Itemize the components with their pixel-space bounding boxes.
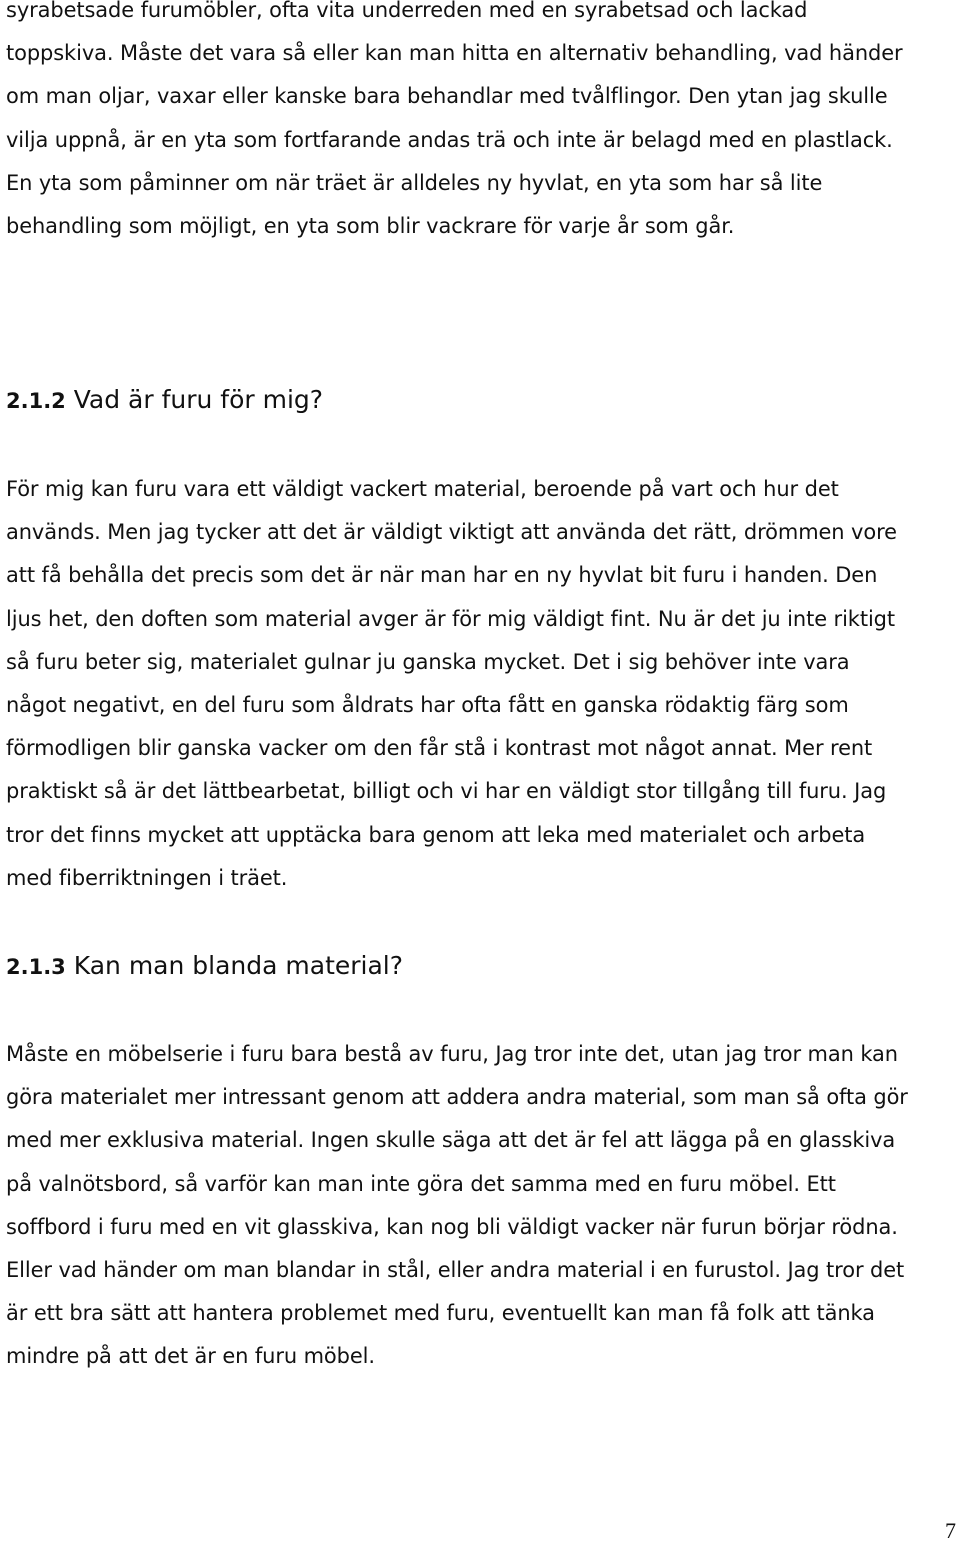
text-line: toppskiva. Måste det vara så eller kan man hitta en alternativ behandling, vad händer <box>6 41 903 66</box>
text-line: soffbord i furu med en vit glasskiva, kan nog bli väldigt vacker när furun börjar rödna. <box>6 1214 898 1239</box>
section-heading-2-1-3 <box>6 950 403 983</box>
section-title: Vad är furu för mig? <box>73 385 324 414</box>
text-line: med mer exklusiva material. Ingen skulle säga att det är fel att lägga på en glasskiva <box>6 1128 896 1153</box>
text-line: För mig kan furu vara ett väldigt vackert material, beroende på vart och hur det <box>6 477 839 501</box>
paragraph-blanda-material <box>6 1033 960 1379</box>
text-line: på valnötsbord, så varför kan man inte göra det samma med en furu möbel. Ett <box>6 1171 836 1196</box>
text-line: förmodligen blir ganska vacker om den får stå i kontrast mot något annat. Mer rent <box>6 736 873 761</box>
paragraph-intro <box>6 0 960 248</box>
section-number: 2.1.2 <box>6 389 66 413</box>
section-title: Kan man blanda material? <box>73 951 404 980</box>
text-line: Eller vad händer om man blandar in stål, eller andra material i en furustol. Jag tror det <box>6 1257 905 1282</box>
page-number: 7 <box>945 1518 956 1543</box>
text-line: om man oljar, vaxar eller kanske bara behandlar med tvålflingor. Den ytan jag skulle <box>6 84 888 109</box>
text-line: mindre på att det är en furu möbel. <box>6 1344 375 1369</box>
section-heading-2-1-2 <box>6 384 323 417</box>
text-line: med fiberriktningen i träet. <box>6 865 288 890</box>
text-line: göra materialet mer intressant genom att addera andra material, som man så ofta gör <box>6 1085 908 1110</box>
text-line: används. Men jag tycker att det är väldigt viktigt att använda det rätt, drömmen vore <box>6 520 897 545</box>
text-line: syrabetsade furumöbler, ofta vita underreden med en syrabetsad och lackad <box>6 0 808 22</box>
text-line: praktiskt så är det lättbearbetat, billigt och vi har en väldigt stor tillgång till furu. Jag <box>6 779 887 804</box>
text-line: att få behålla det precis som det är när man har en ny hyvlat bit furu i handen. Den <box>6 563 878 588</box>
text-line: är ett bra sätt att hantera problemet med furu, eventuellt kan man få folk att tänka <box>6 1301 875 1326</box>
text-line: behandling som möjligt, en yta som blir vackrare för varje år som går. <box>6 213 735 238</box>
text-line: så furu beter sig, materialet gulnar ju ganska mycket. Det i sig behöver inte vara <box>6 649 850 674</box>
text-line: tror det finns mycket att upptäcka bara genom att leka med materialet och arbeta <box>6 822 866 847</box>
text-line: något negativt, en del furu som åldrats har ofta fått en ganska rödaktig färg som <box>6 692 849 717</box>
text-line: Måste en möbelserie i furu bara bestå av furu, Jag tror inte det, utan jag tror man kan <box>6 1042 898 1066</box>
paragraph-furu <box>6 468 960 900</box>
text-line: ljus het, den doften som material avger är för mig väldigt fint. Nu är det ju inte riktigt <box>6 606 895 631</box>
section-number: 2.1.3 <box>6 955 66 979</box>
text-line: En yta som påminner om när träet är alldeles ny hyvlat, en yta som har så lite <box>6 170 823 195</box>
text-line: vilja uppnå, är en yta som fortfarande andas trä och inte är belagd med en plastlack. <box>6 127 893 152</box>
